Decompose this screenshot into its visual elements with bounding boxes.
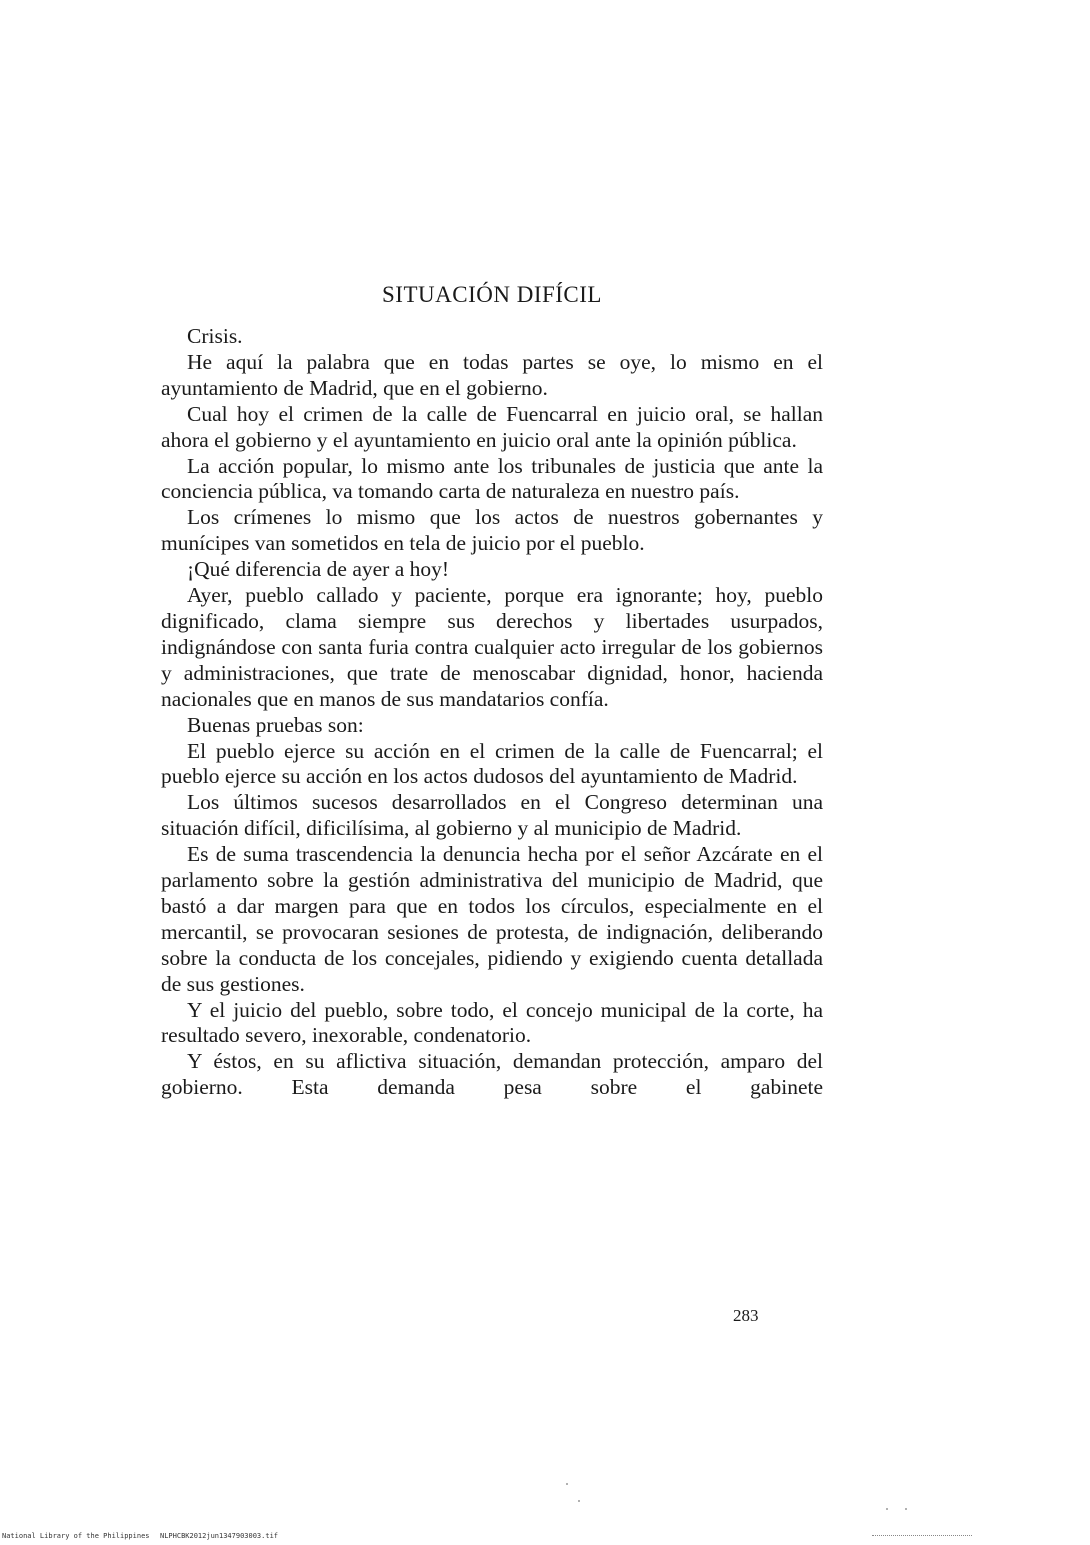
paragraph: Cual hoy el crimen de la calle de Fuencarral en juicio oral, se hallan ahora el gobierno y el ayuntamiento en juicio oral ante la opinión pública.	[161, 401, 823, 452]
scan-speck	[566, 1483, 568, 1485]
scan-speck	[578, 1500, 580, 1502]
paragraph: Los últimos sucesos desarrollados en el Congreso determinan una situación difícil, dificilísima, al gobierno y al municipio de Madrid.	[161, 790, 823, 841]
paragraph: Es de suma trascendencia la denuncia hecha por el señor Azcárate en el parlamento sobre la gestión administrativa del municipio de Madrid, que bastó a dar margen para que en todos los círculos, especialmente en el mercantil, se provocaran sesiones de protesta, de indignación, deliberando sobre la conducta de los concejales, pidiendo y exigiendo cuenta detallada de sus gestiones.	[161, 842, 823, 996]
scan-divider	[872, 1535, 972, 1536]
paragraph: Buenas pruebas son:	[187, 712, 364, 737]
paragraph: He aquí la palabra que en todas partes se oye, lo mismo en el ayuntamiento de Madrid, que en el gobierno.	[161, 349, 823, 400]
scan-speck	[886, 1508, 888, 1510]
paragraph: Crisis.	[187, 324, 243, 348]
paragraph: El pueblo ejerce su acción en el crimen de la calle de Fuencarral; el pueblo ejerce su acción en los actos dudosos del ayuntamiento de Madrid.	[161, 738, 823, 789]
paragraph: Y éstos, en su aflictiva situación, demandan protección, amparo del gobierno. Esta demanda pesa sobre el gabinete	[161, 1049, 823, 1100]
body-text	[161, 324, 823, 1101]
scan-file-id: NLPHCBK2012jun1347903003.tif	[160, 1532, 279, 1540]
paragraph: La acción popular, lo mismo ante los tribunales de justicia que ante la conciencia pública, va tomando carta de naturaleza en nuestro país.	[161, 453, 823, 504]
library-credit: National Library of the Philippines	[2, 1532, 150, 1540]
scan-speck	[905, 1508, 907, 1510]
page-number: 283	[733, 1306, 759, 1325]
paragraph: Ayer, pueblo callado y paciente, porque era ignorante; hoy, pueblo dignificado, clama siempre sus derechos y libertades usurpados, indignándose con santa furia contra cualquier acto irregular de los gobiernos y administraciones, que trate de menoscabar dignidad, honor, hacienda nacionales que en manos de sus mandatarios confía.	[161, 583, 823, 711]
paragraph: ¡Qué diferencia de ayer a hoy!	[187, 557, 450, 582]
paragraph: Y el juicio del pueblo, sobre todo, el concejo municipal de la corte, ha resultado severo, inexorable, condenatorio.	[161, 997, 823, 1048]
chapter-title: SITUACIÓN DIFÍCIL	[382, 282, 602, 307]
paragraph: Los crímenes lo mismo que los actos de nuestros gobernantes y munícipes van sometidos en tela de juicio por el pueblo.	[161, 505, 823, 556]
